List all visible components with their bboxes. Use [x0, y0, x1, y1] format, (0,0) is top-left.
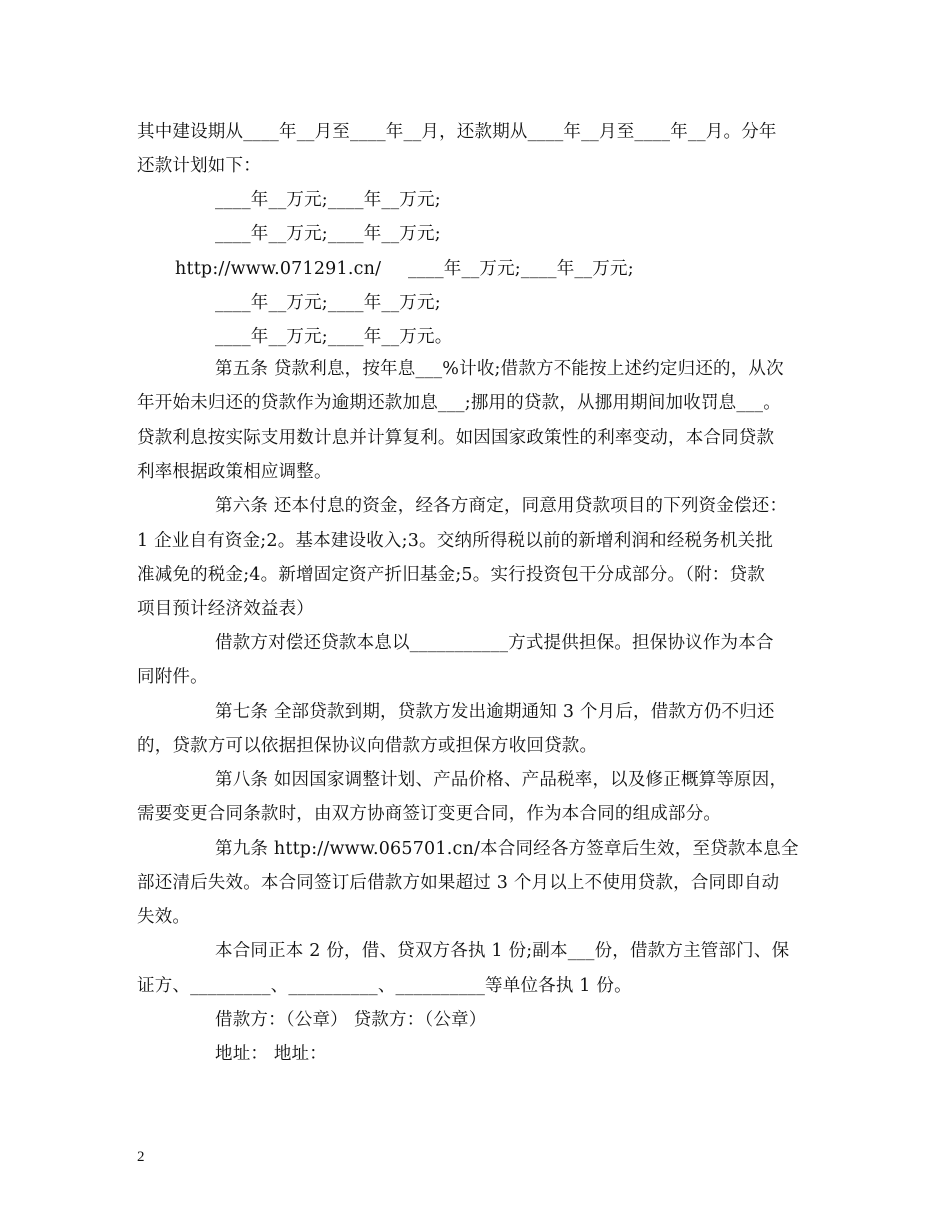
article-6-line: 1 企业自有资金;2。基本建设收入;3。交纳所得税以前的新增利润和经税务机关批	[137, 531, 774, 551]
article-9-line: 失效。	[137, 907, 191, 927]
article-7-line: 的，贷款方可以依据担保协议向借款方或担保方收回贷款。	[137, 736, 598, 756]
article-8-line: 第八条 如因国家调整计划、产品价格、产品税率，以及修正概算等原因，	[215, 770, 788, 790]
guarantee-line: 同附件。	[137, 667, 208, 687]
article-6-line: 准减免的税金;4。新增固定资产折旧基金;5。实行投资包干分成部分。（附：贷款	[137, 565, 765, 585]
copies-line: 本合同正本 2 份，借、贷双方各执 1 份;副本___份，借款方主管部门、保	[215, 941, 790, 961]
repayment-line: ____年__万元;____年__万元;	[215, 190, 441, 210]
article-5-line: 利率根据政策相应调整。	[137, 462, 332, 482]
article-5-line: 贷款利息按实际支用数计息并计算复利。如因国家政策性的利率变动，本合同贷款	[137, 428, 775, 448]
article-5-line: 年开始未归还的贷款作为逾期还款加息___;挪用的贷款，从挪用期间加收罚息___。	[137, 393, 781, 413]
article-6-line: 第六条 还本付息的资金，经各方商定，同意用贷款项目的下列资金偿还：	[215, 496, 788, 516]
page-number: 2	[137, 1149, 145, 1165]
article-8-line: 需要变更合同条款时，由双方协商签订变更合同，作为本合同的组成部分。	[137, 804, 722, 824]
article-9-line: 第九条 http://www.065701.cn/本合同经各方签章后生效，至贷款本息全	[215, 839, 799, 859]
repayment-line: ____年__万元;____年__万元。	[215, 327, 453, 347]
article-6-line: 项目预计经济效益表）	[137, 599, 314, 619]
article-7-line: 第七条 全部贷款到期，贷款方发出逾期通知 3 个月后，借款方仍不归还	[215, 702, 775, 722]
paragraph-line: 还款计划如下：	[137, 156, 261, 176]
repayment-line: ____年__万元;____年__万元;	[215, 224, 441, 244]
url-watermark-text: http://www.071291.cn/	[175, 259, 382, 279]
article-9-line: 部还清后失效。本合同签订后借款方如果超过 3 个月以上不使用贷款，合同即自动	[137, 873, 780, 893]
guarantee-line: 借款方对偿还贷款本息以___________方式提供担保。担保协议作为本合	[215, 633, 774, 653]
article-5-line: 第五条 贷款利息，按年息___%计收;借款方不能按上述约定归还的，从次	[215, 359, 784, 379]
address-line: 地址： 地址：	[215, 1044, 327, 1064]
copies-line: 证方、_________、__________、__________等单位各执 1 份。	[137, 976, 632, 996]
repayment-line: ____年__万元;____年__万元;	[215, 293, 441, 313]
paragraph-line: 其中建设期从____年__月至____年__月，还款期从____年__月至____年__月。分年	[137, 122, 777, 142]
repayment-line: ____年__万元;____年__万元;	[408, 259, 634, 279]
signature-line: 借款方：（公章） 贷款方：（公章）	[215, 1010, 487, 1030]
